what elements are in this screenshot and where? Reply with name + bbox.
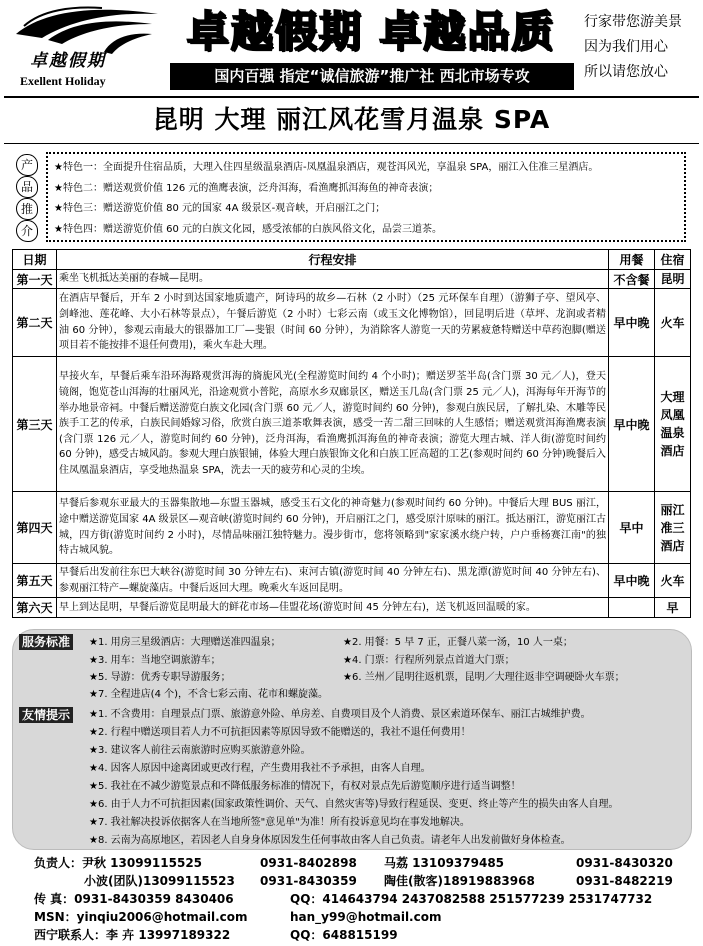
service-item: ★6. 兰州／昆明往返机票，昆明／大理往返非空调硬卧火车票；	[343, 672, 625, 683]
contact-entry: 负责人：尹秋 13099115525	[34, 856, 203, 870]
service-item: ★4. 门票：行程所列景点首道大门票；	[343, 655, 515, 666]
contact-entry: 小波(团队)13099115523	[84, 874, 235, 888]
page-header	[0, 0, 703, 95]
meal-cell: 不含餐	[609, 270, 655, 289]
day-cell: 第一天	[13, 270, 57, 289]
service-item: ★7. 全程进店(4 个)，不含七彩云南、花市和螺旋藻。	[89, 689, 329, 700]
contact-qq: QQ：648815199	[290, 928, 398, 942]
meal-cell: 早中晚	[609, 357, 655, 492]
stay-cell: 早	[655, 598, 691, 618]
contact-msn: han_y99@hotmail.com	[290, 910, 442, 924]
meal-cell: 早中	[609, 492, 655, 564]
service-item: ★2. 用餐：5 早 7 正，正餐八菜一汤，10 人一桌；	[343, 637, 573, 648]
column-header: 行程安排	[57, 250, 609, 270]
column-header: 住宿	[655, 250, 691, 270]
brand-logo	[4, 4, 164, 90]
contact-info	[0, 852, 703, 946]
detail-cell: 在酒店早餐后，开车 2 小时到达国家地质遗产，阿诗玛的故乡—石林（2 小时）（25 元环保车自理）（游狮子亭、望风亭、剑峰池、莲花峰、大小石林等景点），午餐后游览（2 小时）七彩云南（或玉文化博物馆），回昆明后进（草坪、龙润或者精油 60 分钟），参观云南最大的银器加工厂—斐银（时间 60 分钟），为消除客人游览一天的劳累疲惫特赠送中草药泡脚(赠送项目若不能按排不退任何费用)，乘火车赴大理。	[57, 289, 609, 357]
table-header-row	[13, 250, 691, 270]
day-cell: 第三天	[13, 357, 57, 492]
banner-subtitle: 国内百强 指定“诚信旅游”推广社 西北市场专攻	[170, 63, 574, 90]
product-features	[12, 152, 687, 242]
column-header: 用餐	[609, 250, 655, 270]
table-row	[13, 357, 691, 492]
table-row	[13, 492, 691, 564]
tips-label: 友情提示	[19, 707, 73, 723]
tip-item: ★6. 由于人力不可抗拒因素(国家政策性调价、天气、自然灾害等)导致行程延误、变更、终止等产生的损失由客人自理。	[89, 799, 619, 810]
detail-cell: 早接火车，早餐后乘车沿环海路观赏洱海的旖旎风光(全程游览时间约 4 个小时)；赠送罗荃半岛(含门票 30 元／人)，登天镜阁，饱览苍山洱海的壮丽风光，沿途观赏小普陀，高原水乡双廊景区，赠送玉几岛(含门票 25 元／人)，洱海每年开海节的举办地景帝祠。中餐后赠送游览白族文化园(含门票 60 元／人，游览时间约 60 分钟)，参观白族民居，了解扎染、木雕等民族手工艺的传承，白族民间婚嫁习俗，欣赏白族三道茶歌舞表演，感受一苦二甜三回味的人生感悟；赠送观赏洱海渔鹰表演(含门票 126 元／人，游览时间约 60 分钟)，泛舟洱海，看渔鹰抓洱海鱼的神奇表演；游览大理古城、洋人街(游览时间约 60 分钟)，感受古城风韵。参观大理白族银铺，体验大理白族银饰文化和白族工匠高超的工艺(参观时间约 60 分钟)晚餐后入住凤凰温泉酒店，享受地热温泉 SPA，洗去一天的疲劳和心灵的尘埃。	[57, 357, 609, 492]
stamp-char: 品	[16, 176, 38, 198]
service-info-box	[12, 629, 692, 850]
banner-title: 卓越假期 卓越品质	[186, 7, 556, 56]
tour-title: 昆明 大理 丽江风花雪月温泉 SPA	[4, 96, 699, 144]
table-row	[13, 564, 691, 598]
feature-item: ★特色三：赠送游览价值 80 元的国家 4A 级景区-观音峡，开启丽江之门；	[54, 203, 386, 214]
meal-cell: 早中晚	[609, 289, 655, 357]
contact-phone: 0931-8430359	[260, 874, 357, 888]
day-cell: 第六天	[13, 598, 57, 618]
detail-cell: 早餐后出发前往东巴大峡谷(游览时间 30 分钟左右)、束河古镇(游览时间 40 分钟左右)、黑龙潭(游览时间 40 分钟左右)、参观丽江特产—螺旋藻店。中餐后返回大理。晚乘火车返回昆明。	[57, 564, 609, 598]
tip-item: ★8. 云南为高原地区，若因老人自身身体原因发生任何事故由客人自己负责。请老年人出发前做好身体检查。	[89, 835, 571, 846]
service-item: ★5. 导游：优秀专职导游服务；	[89, 672, 231, 683]
stay-cell: 丽江准三酒店	[655, 492, 691, 564]
table-row	[13, 270, 691, 289]
table-row	[13, 598, 691, 618]
feature-item: ★特色一：全面提升住宿品质，大理入住四星级温泉酒店-凤凰温泉酒店，观苍洱风光，享温泉 SPA，丽江入住准三星酒店。	[54, 162, 599, 173]
tip-item: ★2. 行程中赠送项目若人力不可抗拒因素等原因导致不能赠送的，我社不退任何费用！	[89, 727, 471, 738]
logo-chinese-text: 卓越假期	[30, 51, 106, 71]
tip-item: ★7. 我社解决投诉依据客人在当地所签"意见单"为准！所有投诉意见均在事发地解决。	[89, 817, 470, 828]
stay-cell: 大理凤凰温泉酒店	[655, 357, 691, 492]
slogan-line: 所以请您放心	[584, 64, 668, 80]
contact-phone: 0931-8402898	[260, 856, 357, 870]
detail-cell: 早上到达昆明，早餐后游览昆明最大的鲜花市场—佳盟花场(游览时间 45 分钟左右)，送飞机返回温暖的家。	[57, 598, 609, 618]
stamp-char: 介	[16, 220, 38, 242]
itinerary-table	[12, 249, 691, 618]
day-cell: 第二天	[13, 289, 57, 357]
meal-cell: 早中晚	[609, 564, 655, 598]
tip-item: ★5. 我社在不减少游览景点和不降低服务标准的情况下，有权对景点先后游览顺序进行适当调整！	[89, 781, 521, 792]
stamp-char: 推	[16, 198, 38, 220]
stay-cell: 昆明	[655, 270, 691, 289]
stamp-char: 产	[16, 154, 38, 176]
detail-cell: 乘坐飞机抵达美丽的春城—昆明。	[57, 270, 609, 289]
slogan-line: 因为我们用心	[584, 39, 668, 55]
slogan	[578, 10, 702, 85]
contact-qq: QQ：414643794 2437082588 251577239 2531747732	[290, 892, 653, 906]
service-item: ★3. 用车：当地空调旅游车；	[89, 655, 221, 666]
contact-entry: 陶佳(散客)18919883968	[384, 874, 535, 888]
contact-phone: 0931-8430320	[576, 856, 673, 870]
column-header: 日期	[13, 250, 57, 270]
contact-phone: 0931-8482219	[576, 874, 673, 888]
tip-item: ★4. 因客人原因中途离团或更改行程，产生费用我社不予承担，由客人自理。	[89, 763, 431, 774]
contact-fax: 传 真：0931-8430359 8430406	[34, 892, 234, 906]
feature-item: ★特色四：赠送游览价值 60 元的白族文化园，感受浓郁的白族风俗文化，品尝三道茶。	[54, 223, 443, 235]
contact-msn: MSN：yinqiu2006@hotmail.com	[34, 910, 248, 924]
feature-list	[46, 152, 686, 242]
contact-xining: 西宁联系人：李 卉 13997189322	[34, 928, 231, 942]
day-cell: 第四天	[13, 492, 57, 564]
table-row	[13, 289, 691, 357]
feature-item: ★特色二：赠送观赏价值 126 元的渔鹰表演，泛舟洱海，看渔鹰抓洱海鱼的神奇表演；	[54, 182, 439, 194]
service-standard-label: 服务标准	[19, 634, 73, 650]
slogan-line: 行家带您游美景	[584, 14, 682, 30]
stay-cell: 火车	[655, 289, 691, 357]
meal-cell	[609, 598, 655, 618]
logo-english-text: Exellent Holiday	[20, 74, 106, 88]
contact-entry: 马荔 13109379485	[384, 856, 505, 870]
service-item: ★1. 用房三星级酒店：大理赠送准四温泉；	[89, 637, 281, 648]
feature-stamps	[14, 152, 42, 242]
day-cell: 第五天	[13, 564, 57, 598]
tip-item: ★1. 不含费用：自理景点门票、旅游意外险、单房差、自费项目及个人消费、景区索道环保车、丽江古城维护费。	[89, 709, 591, 720]
detail-cell: 早餐后参观东亚最大的玉器集散地—东盟玉器城，感受玉石文化的神奇魅力(参观时间约 60 分钟)。中餐后大理 BUS 丽江，途中赠送游览国家 4A 级景区—观音峡(游览时间约 60 分钟)，开启丽江之门，感受原汁原味的丽江。抵达丽江，游览丽江古城，四方街(游览时间约 2 小时)，尽情品味丽江独特魅力。漫步街市，您将领略到"家家溪水绕户转，户户垂杨赛江南"的独特古城风貌。	[57, 492, 609, 564]
tip-item: ★3. 建议客人前往云南旅游时应购买旅游意外险。	[89, 745, 311, 756]
stay-cell: 火车	[655, 564, 691, 598]
